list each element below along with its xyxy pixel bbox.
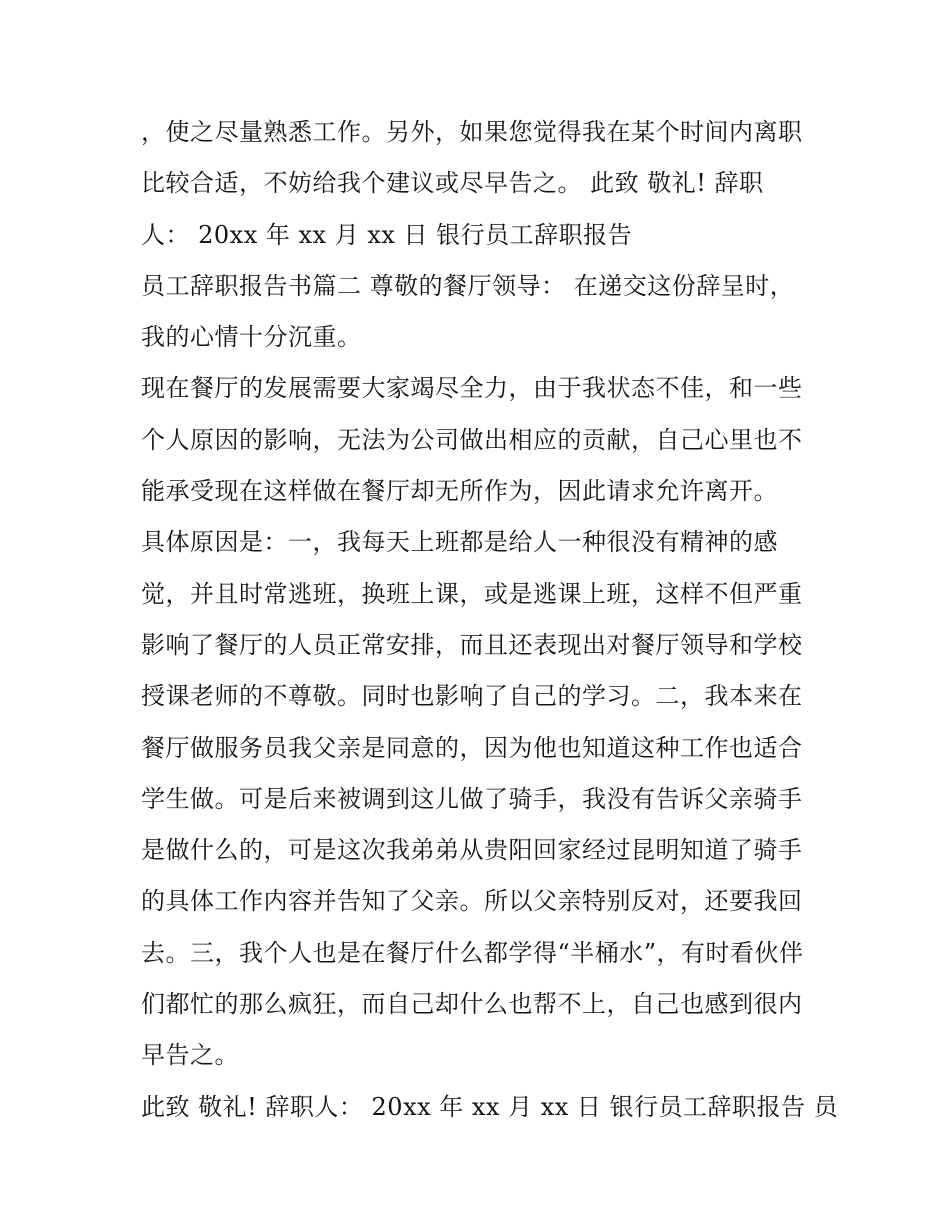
text-line: 能承受现在这样做在餐厅却无所作为，因此请求允许离开。: [141, 477, 778, 506]
text-line: 影响了餐厅的人员正常安排，而且还表现出对餐厅领导和学校: [141, 630, 803, 659]
text-line: 此致 敬礼! 辞职人： 20xx 年 xx 月 xx 日 银行员工辞职报告 员: [141, 1092, 839, 1121]
text-line: 学生做。可是后来被调到这儿做了骑手，我没有告诉父亲骑手: [141, 784, 803, 813]
text-line: 的具体工作内容并告知了父亲。所以父亲特别反对，还要我回: [141, 887, 803, 916]
text-line: 是做什么的，可是这次我弟弟从贵阳回家经过昆明知道了骑手: [141, 836, 803, 865]
text-line: ，使之尽量熟悉工作。另外，如果您觉得我在某个时间内离职: [141, 118, 803, 146]
text-line: 去。三，我个人也是在餐厅什么都学得“半桶水”，有时看伙伴: [141, 938, 804, 967]
text-line: 我的心情十分沉重。: [141, 323, 362, 352]
text-line: 们都忙的那么疯狂，而自己却什么也帮不上，自己也感到很内: [141, 990, 803, 1019]
text-line: 早告之。: [141, 1041, 239, 1070]
text-line: 餐厅做服务员我父亲是同意的，因为他也知道这种工作也适合: [141, 733, 803, 762]
body-text: [141, 107, 839, 1133]
text-line: 授课老师的不尊敬。同时也影响了自己的学习。二，我本来在: [141, 682, 803, 711]
text-line: 觉，并且时常逃班，换班上课，或是逃课上班，这样不但严重: [141, 579, 803, 608]
text-line: 比较合适，不妨给我个建议或尽早告之。 此致 敬礼! 辞职: [141, 169, 764, 198]
text-line: 具体原因是：一，我每天上班都是给人一种很没有精神的感: [141, 528, 778, 557]
text-line: 人： 20xx 年 xx 月 xx 日 银行员工辞职报告: [141, 220, 633, 249]
text-line: 员工辞职报告书篇二 尊敬的餐厅领导： 在递交这份辞呈时，: [141, 271, 795, 300]
text-line: 现在餐厅的发展需要大家竭尽全力，由于我状态不佳，和一些: [141, 374, 803, 403]
text-line: 个人原因的影响，无法为公司做出相应的贡献，自己心里也不: [141, 425, 803, 454]
